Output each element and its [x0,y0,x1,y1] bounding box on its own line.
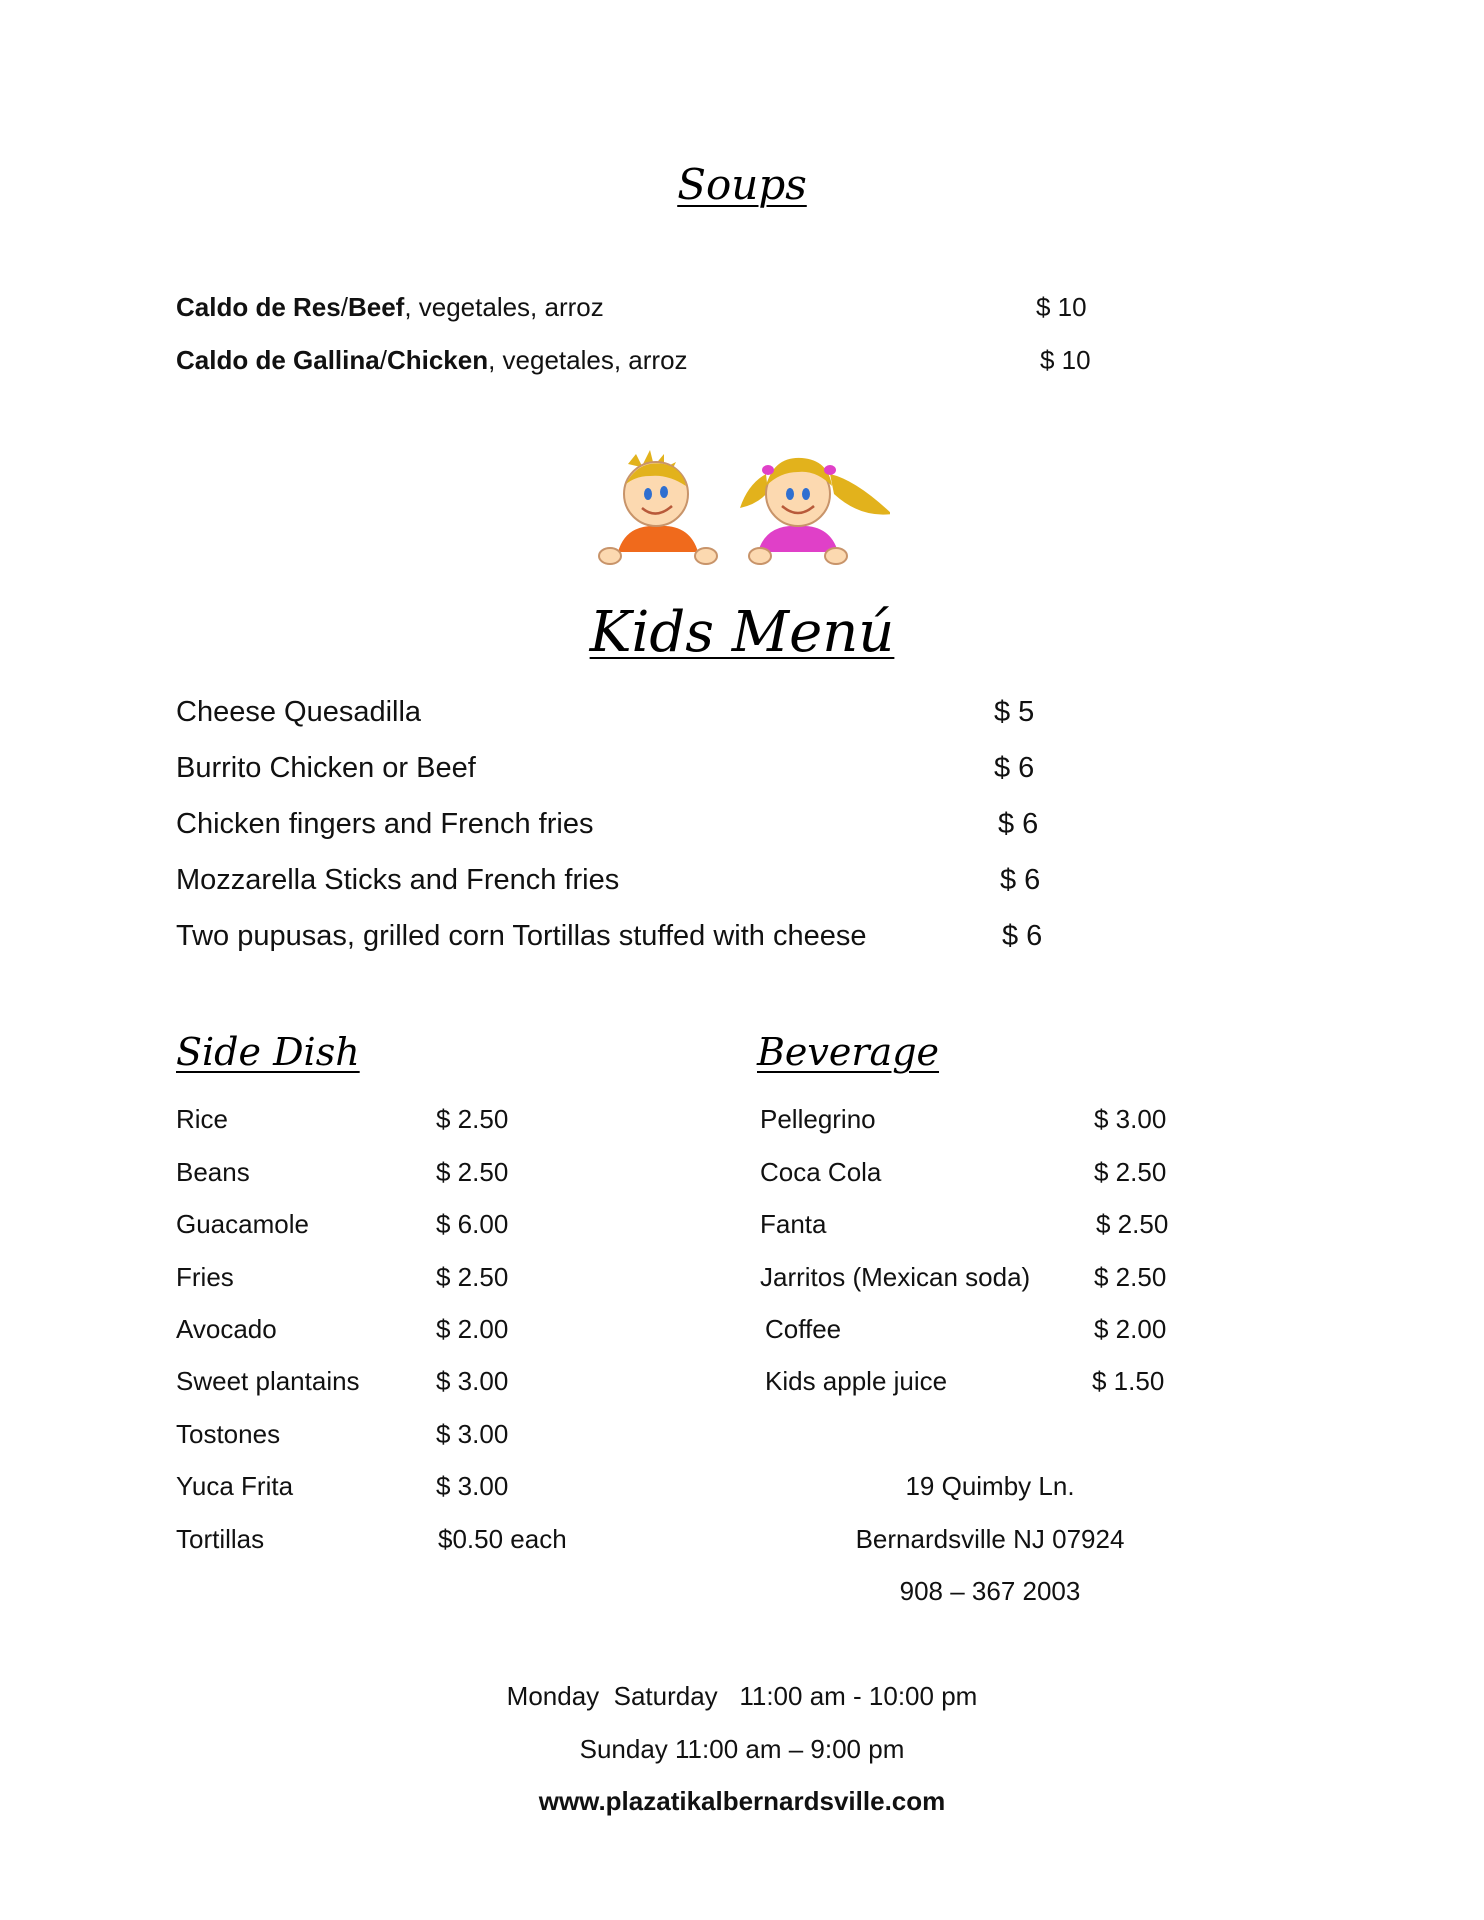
kids-item-price: $ 6 [1002,920,1043,952]
side-item-price: $ 3.00 [436,1471,509,1501]
kids-item-price: $ 6 [1000,864,1041,896]
side-item-price: $ 2.50 [436,1104,509,1134]
side-item-name: Yuca Frita [176,1471,294,1501]
side-item-price: $ 3.00 [436,1366,509,1396]
beverage-item-price: $ 2.00 [1094,1314,1167,1344]
address-line-2: Bernardsville NJ 07924 [855,1524,1125,1554]
kids-menu-heading: Kids Menú [589,600,895,665]
hours-sunday: Sunday 11:00 am – 9:00 pm [579,1734,905,1764]
side-item-name: Tostones [176,1419,281,1449]
beverage-heading: Beverage [757,1030,940,1074]
side-item-price: $ 6.00 [436,1209,509,1239]
hours-weekday: Monday Saturday 11:00 am - 10:00 pm [506,1681,978,1711]
kids-item-name: Chicken fingers and French fries [176,808,594,840]
beverage-item-name: Jarritos (Mexican soda) [760,1262,1031,1292]
kids-illustration-svg [598,444,890,576]
boy-figure [599,450,717,564]
soup-item-name: Caldo de Res [176,292,341,322]
kids-item-price: $ 6 [994,752,1035,784]
soup-item-desc: , vegetales, arroz [488,345,688,375]
soup-item-name-en: Chicken [386,345,489,375]
girl-figure [740,458,890,564]
soup-item-chicken [176,345,688,376]
side-item-price: $ 2.00 [436,1314,509,1344]
side-item-name: Tortillas [176,1524,265,1554]
beverage-item-name: Coffee [765,1314,842,1344]
side-item-name: Beans [176,1157,250,1187]
soup-item-name-en: Beef [347,292,405,322]
kids-item-name: Cheese Quesadilla [176,696,422,728]
side-item-price: $ 2.50 [436,1262,509,1292]
beverage-item-price: $ 2.50 [1094,1262,1167,1292]
kids-item-name: Mozzarella Sticks and French fries [176,864,620,896]
phone-number: 908 – 367 2003 [899,1576,1081,1606]
side-item-name: Guacamole [176,1209,309,1239]
soup-price-chicken: $ 10 [1040,345,1091,375]
address-line-1: 19 Quimby Ln. [905,1471,1075,1501]
soup-item-sep: / [379,345,387,375]
kids-item-name: Two pupusas, grilled corn Tortillas stuffed with cheese [176,920,867,952]
side-item-price: $ 2.50 [436,1157,509,1187]
soup-item-name: Caldo de Gallina [176,345,380,375]
soup-item-beef [176,292,604,323]
side-dish-heading: Side Dish [176,1030,360,1074]
beverage-item-name: Kids apple juice [765,1366,948,1396]
side-item-name: Rice [176,1104,229,1134]
kids-item-name: Burrito Chicken or Beef [176,752,476,784]
beverage-item-price: $ 1.50 [1092,1366,1165,1396]
soups-heading: Soups [677,160,807,209]
side-item-name: Avocado [176,1314,277,1344]
kids-item-price: $ 5 [994,696,1035,728]
beverage-item-name: Fanta [760,1209,827,1239]
side-item-price: $0.50 each [438,1524,567,1554]
soup-item-desc: , vegetales, arroz [404,292,604,322]
beverage-item-name: Pellegrino [760,1104,876,1134]
kids-illustration [598,444,890,576]
side-item-price: $ 3.00 [436,1419,509,1449]
kids-item-price: $ 6 [998,808,1039,840]
beverage-item-name: Coca Cola [760,1157,882,1187]
side-item-name: Fries [176,1262,234,1292]
beverage-item-price: $ 3.00 [1094,1104,1167,1134]
website-link[interactable]: www.plazatikalbernardsville.com [538,1786,946,1816]
soup-item-sep: / [340,292,348,322]
beverage-item-price: $ 2.50 [1096,1209,1169,1239]
side-item-name: Sweet plantains [176,1366,360,1396]
beverage-item-price: $ 2.50 [1094,1157,1167,1187]
soup-price-beef: $ 10 [1036,292,1087,322]
